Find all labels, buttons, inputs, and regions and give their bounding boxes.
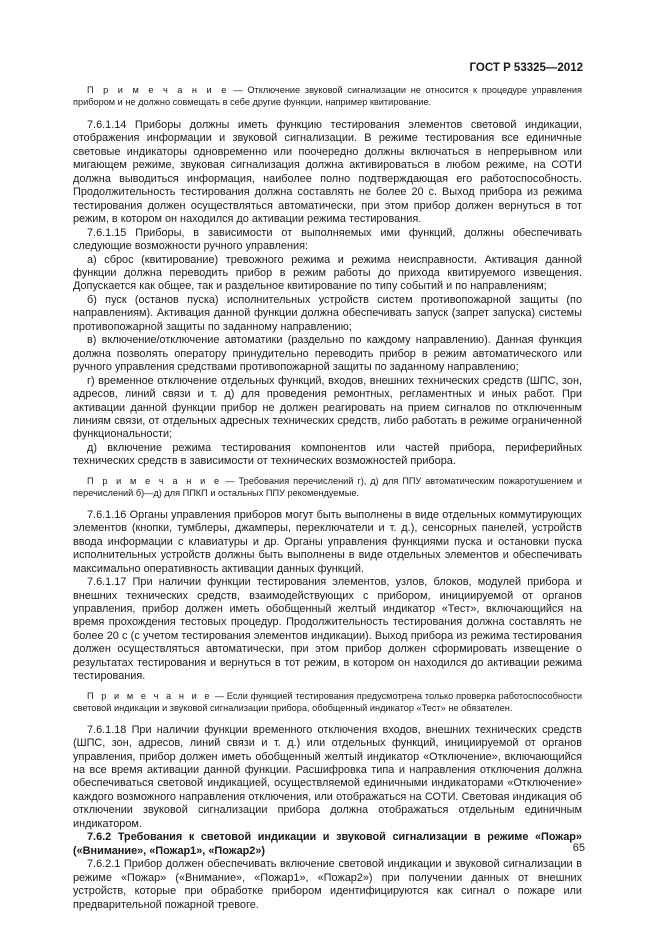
page-number: 65 [572, 842, 585, 854]
section-heading-7-6-2: 7.6.2 Требования к световой индикации и звуковой сигнализации в режиме «Пожар» («Внимание», «Пожар1», «Пожар2») [73, 831, 582, 857]
note-label: П р и м е ч а н и е [87, 475, 222, 486]
page-body [73, 84, 582, 912]
clause-7-6-1-15: 7.6.1.15 Приборы, в зависимости от выполняемых ими функций, должны обеспечивать следующие возможности ручного управления: [73, 226, 582, 253]
note-text: — Если функцией тестирования предусмотрена только проверка работоспособности световой индикации и звуковой сигнализации прибора, обобщенный индикатор «Тест» не обязателен. [73, 690, 582, 713]
clause-7-6-2-1: 7.6.2.1 Прибор должен обеспечивать включение световой индикации и звуковой сигнализации в режиме «Пожар» («Внимание», «Пожар1», «Пожар2») при получении данных от внешних устройств, которые при обработке прибором идентифицируются как сигнал о пожаре или предварительной пожарной тревоге. [73, 858, 582, 911]
clause-7-6-1-14: 7.6.1.14 Приборы должны иметь функцию тестирования элементов световой индикации, отображения информации и звуковой сигнализации. В режиме тестирования все единичные световые индикаторы одновременно или поочередно должны включаться в непрерывном или мигающем режиме, звуковая сигнализация должна активироваться в любом режиме, на СОТИ должна выводиться информация, наиболее полно подтверждающая его работоспособность. Продолжительность тестирования должна составлять не более 20 с. Выход прибора из режима тестирования должен осуществляться автоматически, при этом прибор должен вернуться в тот режим, в котором он находился до активации режима тестирования. [73, 119, 582, 226]
note-sound-signal [73, 84, 582, 108]
list-item-b: б) пуск (останов пуска) исполнительных устройств систем противопожарной защиты (по направлениям). Активация данной функции должна обеспечивать запуск (запрет запуска) системы противопожарной защиты по заданному направлению; [73, 293, 582, 333]
list-item-d: д) включение режима тестирования компонентов или частей прибора, периферийных технических средств в зависимости от технических возможностей прибора. [73, 441, 582, 468]
note-label: П р и м е ч а н и е [87, 85, 229, 95]
clause-7-6-1-18: 7.6.1.18 При наличии функции временного отключения входов, внешних технических средств (ШПС, зон, адресов, линий связи и т. д.) или отдельных функций, инициируемой от органов управления, прибор должен иметь обобщенный желтый индикатор «Отключение», включающийся на все время активации данной функции. Расшифровка типа и направления отключения должна обеспечиваться световой индикацией, осуществляемой единичными индикаторами «Отключение» каждого возможного направления отключения, или отображаться на СОТИ. Световая индикация об отключении звуковой сигнализации прибора должна отображаться отдельным единичным индикатором. [73, 723, 582, 830]
list-item-g: г) временное отключение отдельных функций, входов, внешних технических средств (ШПС, зон, адресов, линий связи и т. д) для проведения ремонтных, регламентных и иных работ. При активации данной функции прибор не должен реагировать на прием сигналов по отключенным линиям связи, от отдельных адресных технических средств, либо работать в режиме ограниченной функциональности; [73, 374, 582, 441]
clause-7-6-1-16: 7.6.1.16 Органы управления приборов могут быть выполнены в виде отдельных коммутирующих элементов (кнопки, тумблеры, джамперы, переключатели и т. д.), сенсорных панелей, устройств ввода информации с клавиатуры и др. Органы управления функциями пуска и остановки пуска исполнительных устройств должны быть выполнены в виде отдельных элементов и обеспечивать максимально оперативность активации данных функций. [73, 508, 582, 575]
note-test-indicator [73, 690, 582, 714]
clause-7-6-1-17: 7.6.1.17 При наличии функции тестирования элементов, узлов, блоков, модулей прибора и внешних технических средств, взаимодействующих с прибором, инициируемой от органов управления, прибор должен иметь обобщенный желтый индикатор «Тест», включающийся на время прохождения тестовых процедур. Продолжительность тестирования должна составлять не более 20 с (с учетом тестирования элементов индикации). Выход прибора из режима тестирования должен осуществляться автоматически, при этом прибор должен сформировать извещение о результатах тестирования и вернуться в тот режим, в котором он находился до активации режима тестирования. [73, 576, 582, 683]
list-item-v: в) включение/отключение автоматики (раздельно по каждому направлению). Данная функция должна позволять оператору принудительно переводить прибор в режим автоматического или ручного управления средствами противопожарной защиты по заданному направлению; [73, 334, 582, 374]
note-label: П р и м е ч а н и е [87, 690, 212, 701]
document-standard-id: ГОСТ Р 53325—2012 [469, 62, 583, 74]
note-text: — Отключение звуковой сигнализации не относится к процедуре управления прибором и не должно совмещать в себе другие функции, например квитирование. [73, 85, 582, 107]
note-enumerations [73, 475, 582, 499]
note-text: — Требования перечислений г), д) для ППУ автоматическим пожаротушением и перечислений б)—д) для ППКП и остальных ППУ рекомендуемые. [73, 475, 582, 498]
list-item-a: а) сброс (квитирование) тревожного режима и режима неисправности. Активация данной функции должна переводить прибор в режим работы до прихода квитируемого извещения. Допускается как общее, так и раздельное квитирование по типу событий и по направлениям; [73, 253, 582, 293]
